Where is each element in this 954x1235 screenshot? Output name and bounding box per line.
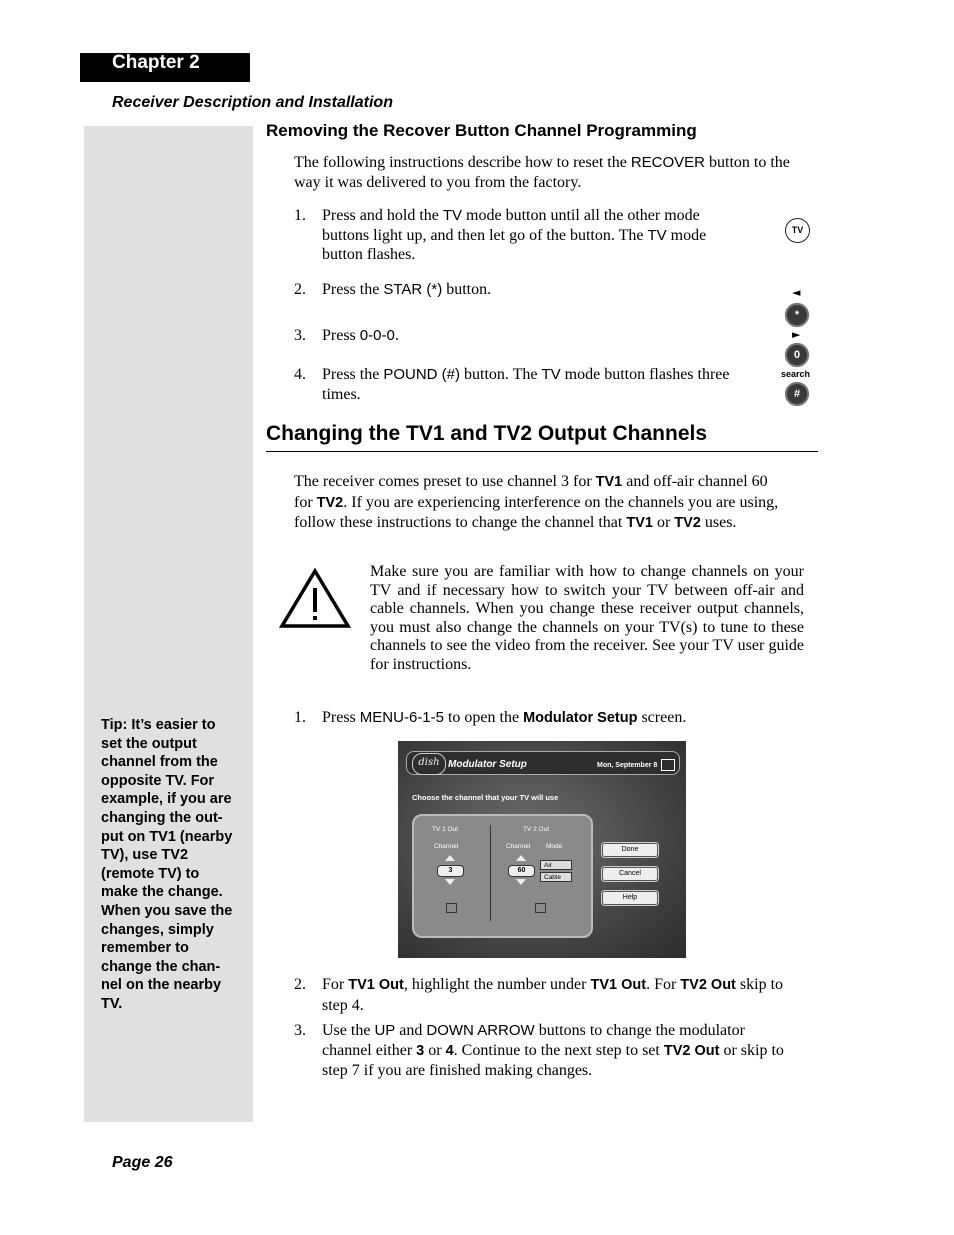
- up-arrow-icon: [516, 855, 526, 861]
- caution-text: Make sure you are familiar with how to change channels on your TV and if necessary how to switch your TV between off-air and cable channels. When you change these receiver output channels, you must also change the channels on your TV(s) to tune to these channels to see the video from the receiver. See your TV user guide for instructions.: [370, 563, 804, 673]
- mode-air-option: Air: [540, 860, 572, 870]
- tv2-icon: [535, 903, 546, 913]
- page-number: Page 26: [112, 1154, 173, 1171]
- heading-rule: [266, 451, 818, 452]
- channel-label: Channel: [434, 843, 459, 850]
- screen-title: Modulator Setup: [448, 759, 527, 770]
- tip-note: Tip: It’s easier to set the output channel from the opposite TV. For example, if you are changing the out- put on TV1 (nearby TV), use TV2 (remote TV) to make the change. When you save the changes, simply remember to change the chan- nel on the nearby TV.: [101, 717, 233, 1012]
- mode-label: Mode: [546, 843, 563, 850]
- zero-button-icon: 0: [785, 343, 809, 367]
- tv-mode-button-icon: TV: [785, 218, 810, 243]
- down-arrow-icon: [516, 879, 526, 885]
- up-arrow-icon: [445, 855, 455, 861]
- caution-icon: [279, 568, 351, 630]
- section2-intro: The receiver comes preset to use channel 3 for TV1 and off-air channel 60 for TV2. If you are experiencing interference on the channels you are using, follow these instructions to change the channel that TV1 or TV2 uses.: [294, 473, 779, 531]
- modulator-setup-screenshot: [398, 741, 686, 958]
- help-button: Help: [602, 891, 658, 905]
- tv2-channel-value: 60: [508, 865, 535, 877]
- mode-cable-option: Cable: [540, 872, 572, 882]
- screen-prompt: Choose the channel that your TV will use: [412, 793, 559, 802]
- section1-intro: The following instructions describe how to reset the RECOVER button to the way it was delivered to you from the factory.: [294, 154, 790, 191]
- tv1-out-label: TV 1 Out: [432, 826, 459, 833]
- pound-button-icon: #: [785, 382, 809, 406]
- tv1-channel-value: 3: [437, 865, 464, 877]
- dish-logo: dish: [412, 753, 446, 775]
- cancel-button: Cancel: [602, 867, 658, 881]
- chapter-title: Chapter 2: [112, 52, 200, 73]
- down-arrow-icon: [445, 879, 455, 885]
- screen-date: Mon, September 8: [597, 762, 658, 769]
- panel-divider: [490, 825, 491, 921]
- running-head: Receiver Description and Installation: [112, 94, 393, 111]
- star-button-icon: *: [785, 303, 809, 327]
- tv-icon: [661, 759, 675, 771]
- search-label: search: [781, 369, 811, 379]
- right-arrow-icon: ►: [792, 328, 801, 341]
- tv1-icon: [446, 903, 457, 913]
- left-arrow-icon: ◄: [792, 286, 801, 299]
- channel-label: Channel: [506, 843, 531, 850]
- section-heading: Changing the TV1 and TV2 Output Channels: [266, 422, 708, 445]
- done-button: Done: [602, 843, 658, 857]
- section-subheading: Removing the Recover Button Channel Programming: [266, 121, 697, 140]
- tv2-out-label: TV 2 Out: [523, 826, 550, 833]
